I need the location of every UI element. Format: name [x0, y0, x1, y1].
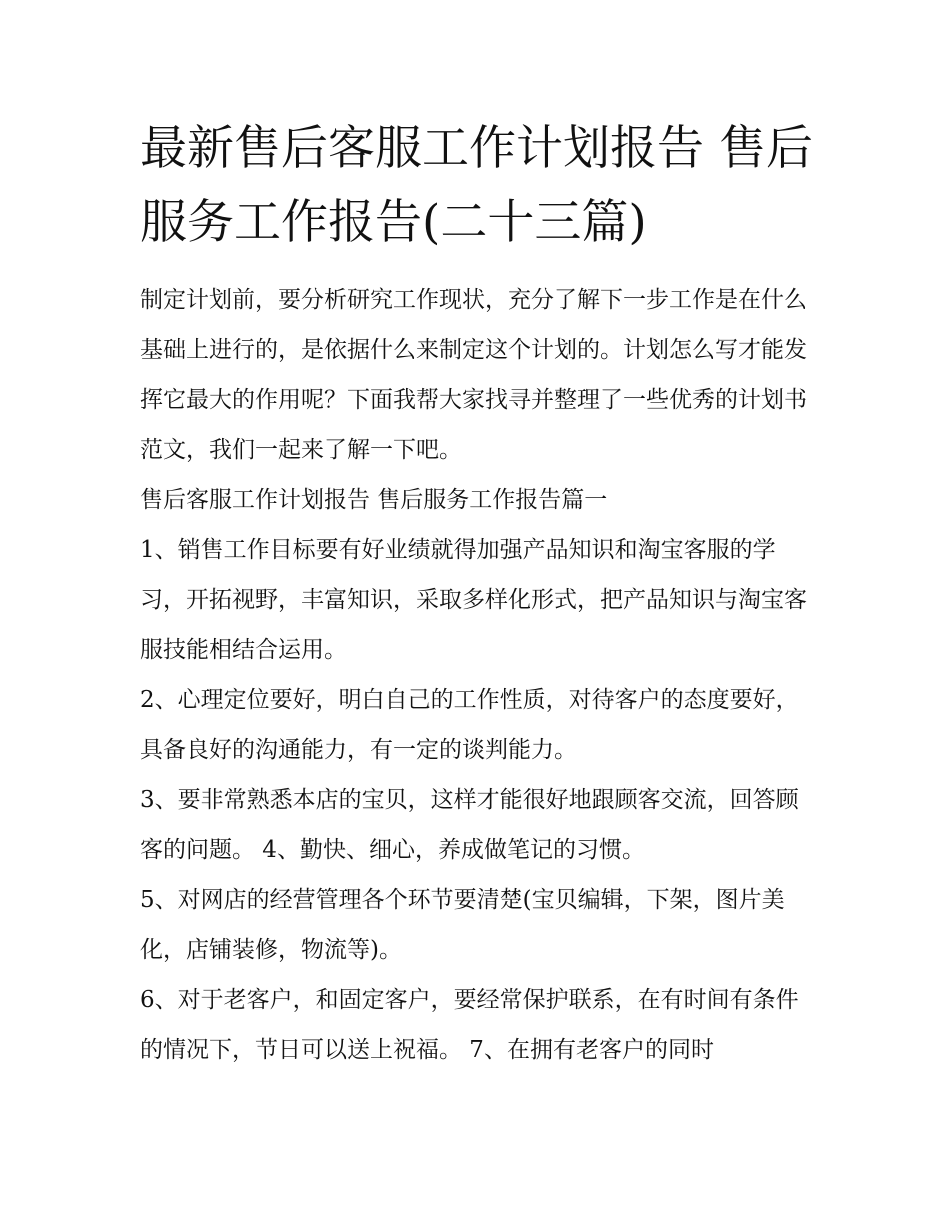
section-heading: 售后客服工作计划报告 售后服务工作报告篇一	[140, 487, 608, 513]
list-item-1: 1、销售工作目标要有好业绩就得加强产品知识和淘宝客服的学习，开拓视野，丰富知识，采取多样化形式，把产品知识与淘宝客服技能相结合运用。	[140, 537, 807, 663]
list-item-6-7: 6、对于老客户，和固定客户，要经常保护联系，在有时间有条件的情况下，节日可以送上祝福。 7、在拥有老客户的同时	[140, 987, 799, 1063]
list-item-3-4: 3、要非常熟悉本店的宝贝，这样才能很好地跟顾客交流，回答顾客的问题。 4、勤快、细心，养成做笔记的习惯。	[140, 787, 799, 863]
list-item-5: 5、对网店的经营管理各个环节要清楚(宝贝编辑，下架，图片美化，店铺装修，物流等)。	[140, 887, 785, 963]
document-body	[140, 275, 820, 1075]
list-item-2: 2、心理定位要好，明白自己的工作性质，对待客户的态度要好，具备良好的沟通能力，有一定的谈判能力。	[140, 687, 799, 763]
intro-paragraph: 制定计划前，要分析研究工作现状，充分了解下一步工作是在什么基础上进行的，是依据什么来制定这个计划的。计划怎么写才能发挥它最大的作用呢？下面我帮大家找寻并整理了一些优秀的计划书范文，我们一起来了解一下吧。	[140, 287, 807, 463]
document-title: 最新售后客服工作计划报告 售后服务工作报告(二十三篇)	[140, 121, 813, 250]
